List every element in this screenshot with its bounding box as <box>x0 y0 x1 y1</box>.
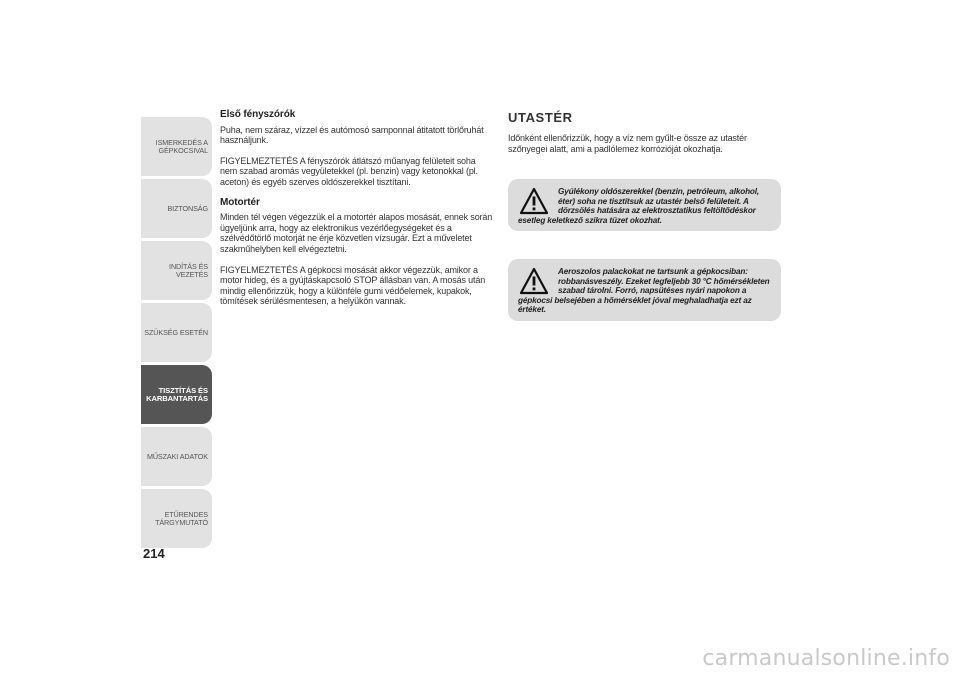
paragraph-fenyszoro-figyelmeztetes: FIGYELMEZTETÉS A fényszórók átlátszó műanyag felületeit soha nem szabad aromás vegyületekkel (pl. benzin) vagy ketonokkal (pl. aceton) és egyéb szerves oldószerekkel tisztítani. <box>220 155 478 187</box>
left-column <box>220 110 494 317</box>
warning-text-oldoszerek: Gyúlékony oldószerekkel (benzin, petróleum, alkohol, éter) soha ne tisztítsuk az utastér belső felületeit. A dörzsölés hatására az elektrosztatikus feltöltődéskor esetleg keletkező szikra tüzet okozhat. <box>518 187 760 225</box>
tab-tisztitas-es-karbantartas[interactable]: TISZTÍTÁS ÉS KARBANTARTÁS <box>141 365 212 424</box>
warning-box-oldoszerek <box>508 179 781 231</box>
tab-inditas-es-vezetes[interactable]: INDÍTÁS ÉS VEZETÉS <box>141 241 212 300</box>
warning-triangle-icon <box>520 267 548 295</box>
heading-elso-fenyszorok: Első fényszórók <box>220 109 296 120</box>
tab-szukseg-eseten[interactable]: SZÜKSÉG ESETÉN <box>141 303 212 362</box>
page-number: 214 <box>143 546 165 561</box>
warning-text-aeroszol: Aeroszolos palackokat ne tartsunk a gépkocsiban: robbanásveszély. Ezeket legfeljebb 30 °C hőmérsékleten szabad tárolni. Forró, napsütéses nyári napokon a gépkocsi belsejében a hőmérséklet jóval meghaladhatja ezt az értéket. <box>518 267 770 315</box>
section-title-utaster: UTASTÉR <box>508 110 573 125</box>
paragraph-motorter-mosas: Minden tél végen végezzük el a motortér alapos mosását, ennek során ügyeljünk arra, hogy az elektronikus vezérlőegységeket és a szélvédőtörlő motorját ne érje közvetlen vízsugár. Ezt a műveletet szakműhelyben kell elvégeztetni. <box>220 212 493 254</box>
heading-motorter: Motortér <box>220 196 260 208</box>
paragraph-utaster-intro: Időnként ellenőrizzük, hogy a víz nem gyűlt-e össze az utastér szőnyegei alatt, ami a padlólemez korrózióját okozhatja. <box>508 133 747 154</box>
warning-triangle-icon <box>520 187 548 215</box>
tab-muszaki-adatok[interactable]: MŰSZAKI ADATOK <box>141 427 212 486</box>
right-column <box>508 110 782 154</box>
warning-box-aeroszol <box>508 259 781 321</box>
paragraph-fenyszoro-tisztitas: Puha, nem száraz, vízzel és autómosó samponnal átitatott törlőruhát használjunk. <box>220 124 484 146</box>
tab-targymutato[interactable]: ETŰRENDES TÁRGYMUTATÓ <box>141 489 212 548</box>
paragraph-motorter-figyelmeztetes: FIGYELMEZTETÉS A gépkocsi mosását akkor végezzük, amikor a motor hideg, és a gyújtáskapcsoló STOP állásban van. A mosás után mindig ellenőrizzük, hogy a különféle gumi védőelemek, kupakok, tömítések sérülésmentesen, a helyükön vannak. <box>220 264 486 307</box>
watermark: carmanualsonline.info <box>702 646 950 671</box>
tab-ismerkedes[interactable]: ISMERKEDÉS A GÉPKOCSIVAL <box>141 117 212 176</box>
tab-biztonsag[interactable]: BIZTONSÁG <box>141 179 212 238</box>
